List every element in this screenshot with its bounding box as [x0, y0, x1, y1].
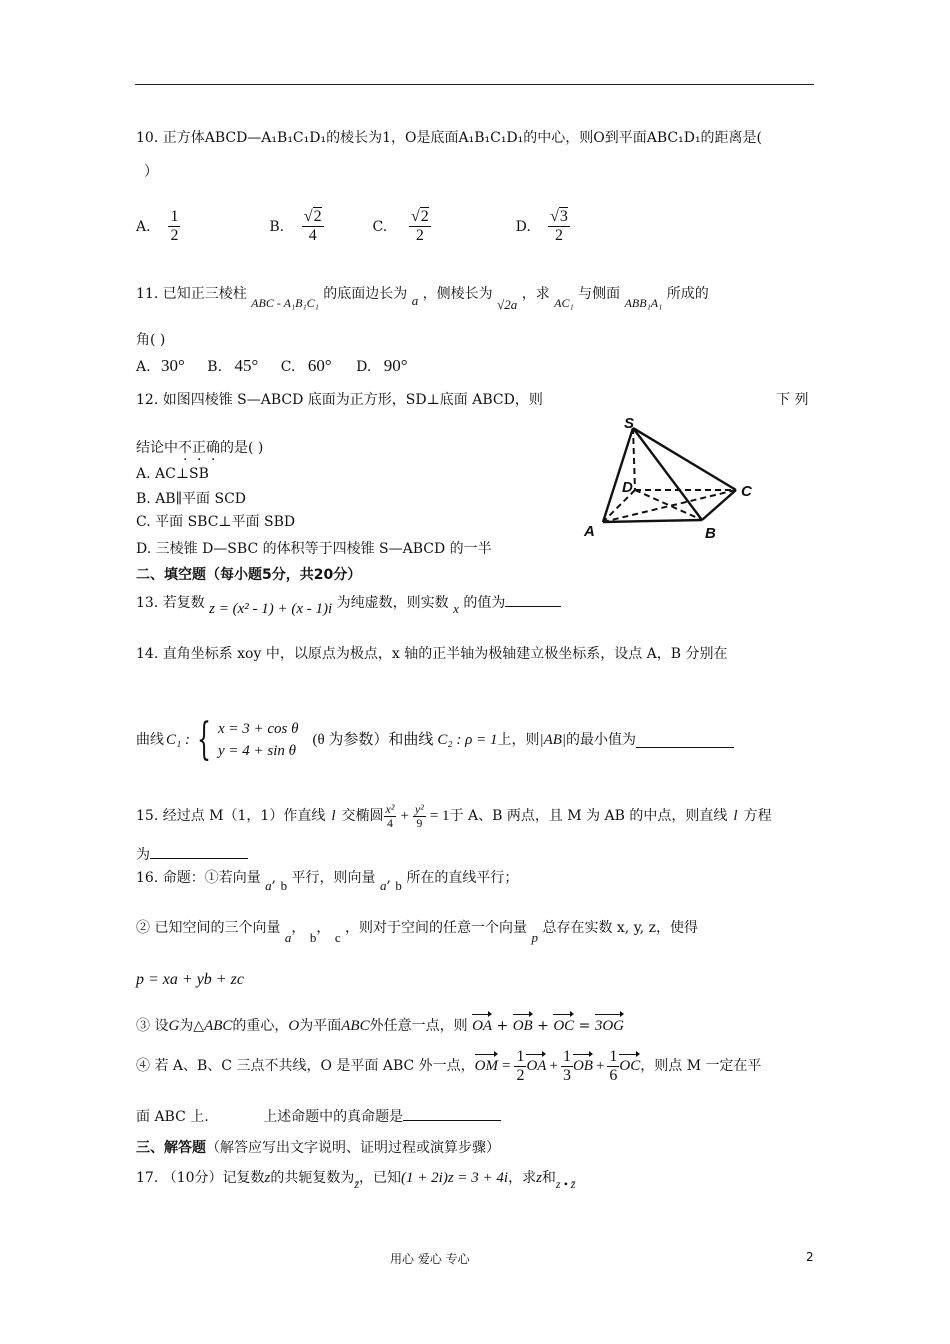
q10-option-c-value: $\frac{√2}{2}$	[410, 208, 429, 244]
q10-stem: 10. 正方体ABCD—A₁B₁C₁D₁的棱长为1，O是底面A₁B₁C₁D₁的中心，则O到平面ABC₁D₁的距离是(	[136, 130, 763, 146]
q17: 17. （10分）记复数z的共轭复数为z̄，已知(1 + 2i)z = 3 + 4i，求z和z • z̄	[136, 1170, 576, 1191]
q15-answer-blank	[150, 844, 248, 859]
q11-lateral-edge: √2a	[497, 297, 518, 312]
q16-answer-blank	[403, 1106, 501, 1121]
q10-option-d-label: D.	[515, 218, 531, 235]
q12-option-d: D. 三棱锥 D—SBC 的体积等于四棱锥 S—ABCD 的一半	[136, 541, 492, 557]
q16-prop2: ② 已知空间的三个向量 a， b， c ，则对于空间的任意一个向量 p 总存在实数 x, y, z，使得	[136, 920, 699, 945]
q17-equation: (1 + 2i)z = 3 + 4i	[401, 1170, 509, 1186]
q10-option-a-label: A.	[136, 218, 151, 235]
footer-motto: 用心 爱心 专心	[390, 1252, 470, 1266]
page-number: 2	[806, 1250, 814, 1264]
q15-ellipse-x: $\frac{\text{x²}}{4}$	[385, 801, 395, 830]
label-a: A	[584, 523, 595, 540]
section2-title: 二、填空题（每小题5分，共20分）	[136, 567, 362, 583]
q10-option-b-label: B.	[269, 218, 285, 235]
q11-stem: 11. 已知正三棱柱 ABC - A₁B₁C₁ 的底面边长为 a ，侧棱长为 √2a ，求 AC₁ 与侧面 ABB₁A₁ 所成的	[136, 286, 709, 312]
q12-option-a: A. AC⊥SB	[136, 466, 209, 482]
q10-close-paren: ）	[144, 164, 158, 180]
q16-prop4: ④ 若 A、B、C 三点不共线，O 是平面 ABC 外一点， OM = $\frac{1}{2}$ OA + $\frac{1}{3}$ OB + $\frac{1}{6}$ OC ，则点 M 一定在平	[136, 1047, 762, 1084]
q10-option-a-value: $\frac{1}{2}$	[170, 208, 179, 244]
q12-option-b: B. AB∥平面 SCD	[136, 491, 247, 507]
q11-options: A. 30° B. 45° C. 60° D. 90°	[136, 356, 408, 375]
edge-sd	[633, 428, 635, 490]
q14-param-system: x = 3 + cos θ y = 4 + sin θ	[217, 721, 299, 759]
edge-sb	[633, 428, 702, 520]
q13: 13. 若复数 z = (x² - 1) + (x - 1)i 为纯虚数，则实数 x 的值为	[136, 592, 561, 613]
section3-title: 三、解答题（解答应写出文字说明、证明过程或演算步骤）	[136, 1140, 500, 1156]
pyramid-figure	[580, 412, 760, 544]
q11-ac1: AC₁	[554, 296, 574, 310]
label-c: C	[741, 483, 752, 500]
q16-prop3: ③ 设G为△ABC的重心，O为平面ABC外任意一点，则 OA + OB + OC = 3OG	[136, 1018, 624, 1034]
q14-answer-blank	[636, 733, 734, 748]
edge-bc	[702, 490, 736, 520]
q12-stem-right: 下 列	[776, 392, 809, 408]
q13-expr: z = (x² - 1) + (x - 1)i	[209, 601, 333, 617]
q10-option-d-value: $\frac{√3}{2}$	[550, 208, 568, 244]
vector-oc: OC	[553, 1018, 575, 1034]
q10-option-b-value: $\frac{√2}{4}$	[303, 208, 322, 244]
edge-sc	[633, 428, 736, 490]
system-brace: {	[196, 714, 211, 765]
q14-curves: 曲线 C₁ : { x = 3 + cos θ y = 4 + sin θ (θ 为参数）和曲线 C₂ : ρ = 1 上，则 |AB| 的最小值为	[136, 712, 734, 768]
q16-prop1: 16. 命题：①若向量 a, b 平行，则向量 a, b 所在的直线平行；	[136, 870, 519, 893]
q10-options	[136, 208, 570, 260]
q11-line2: 角( )	[136, 332, 166, 348]
q13-answer-blank	[505, 592, 561, 607]
q12-option-c: C. 平面 SBC⊥平面 SBD	[136, 514, 296, 530]
q11-prism: ABC - A₁B₁C₁	[251, 296, 319, 310]
q14-stem: 14. 直角坐标系 xoy 中，以原点为极点，x 轴的正半轴为极轴建立极坐标系，设点 A，B 分别在	[136, 646, 728, 662]
q16-formula: p = xa + yb + zc	[136, 971, 244, 988]
q16-conclusion: 面 ABC 上. 上述命题中的真命题是	[136, 1106, 501, 1127]
q10-option-c-label: C.	[372, 218, 388, 235]
q12-line2: 结论中不正确的是( )	[136, 440, 264, 456]
edge-ab	[603, 520, 702, 522]
q11-face: ABB₁A₁	[624, 296, 663, 310]
vector-om: OM	[474, 1058, 498, 1074]
label-d: D	[622, 479, 633, 496]
vector-ob: OB	[512, 1018, 533, 1034]
header-rule	[135, 84, 814, 85]
label-s: S	[624, 415, 635, 432]
q17-product: z • z̄	[555, 1177, 576, 1191]
vector-3og: 3OG	[594, 1018, 624, 1034]
q15-stem: 15. 经过点 M（1，1）作直线 l 交椭圆 $\frac{\text{x²}}{4}$ + $\frac{\text{y²}}{9}$ = 1 于 A、B 两点，且 M 为 AB 的中点，则直线 l 方程	[136, 801, 772, 830]
vector-oa: OA	[472, 1018, 493, 1034]
q15-ellipse-y: $\frac{\text{y²}}{9}$	[414, 801, 424, 830]
label-b: B	[705, 525, 716, 542]
q12-stem: 12. 如图四棱锥 S—ABCD 底面为正方形，SD⊥底面 ABCD，则	[136, 392, 543, 408]
q11-base-edge: a	[411, 293, 419, 308]
q15-line2: 为	[136, 844, 248, 865]
